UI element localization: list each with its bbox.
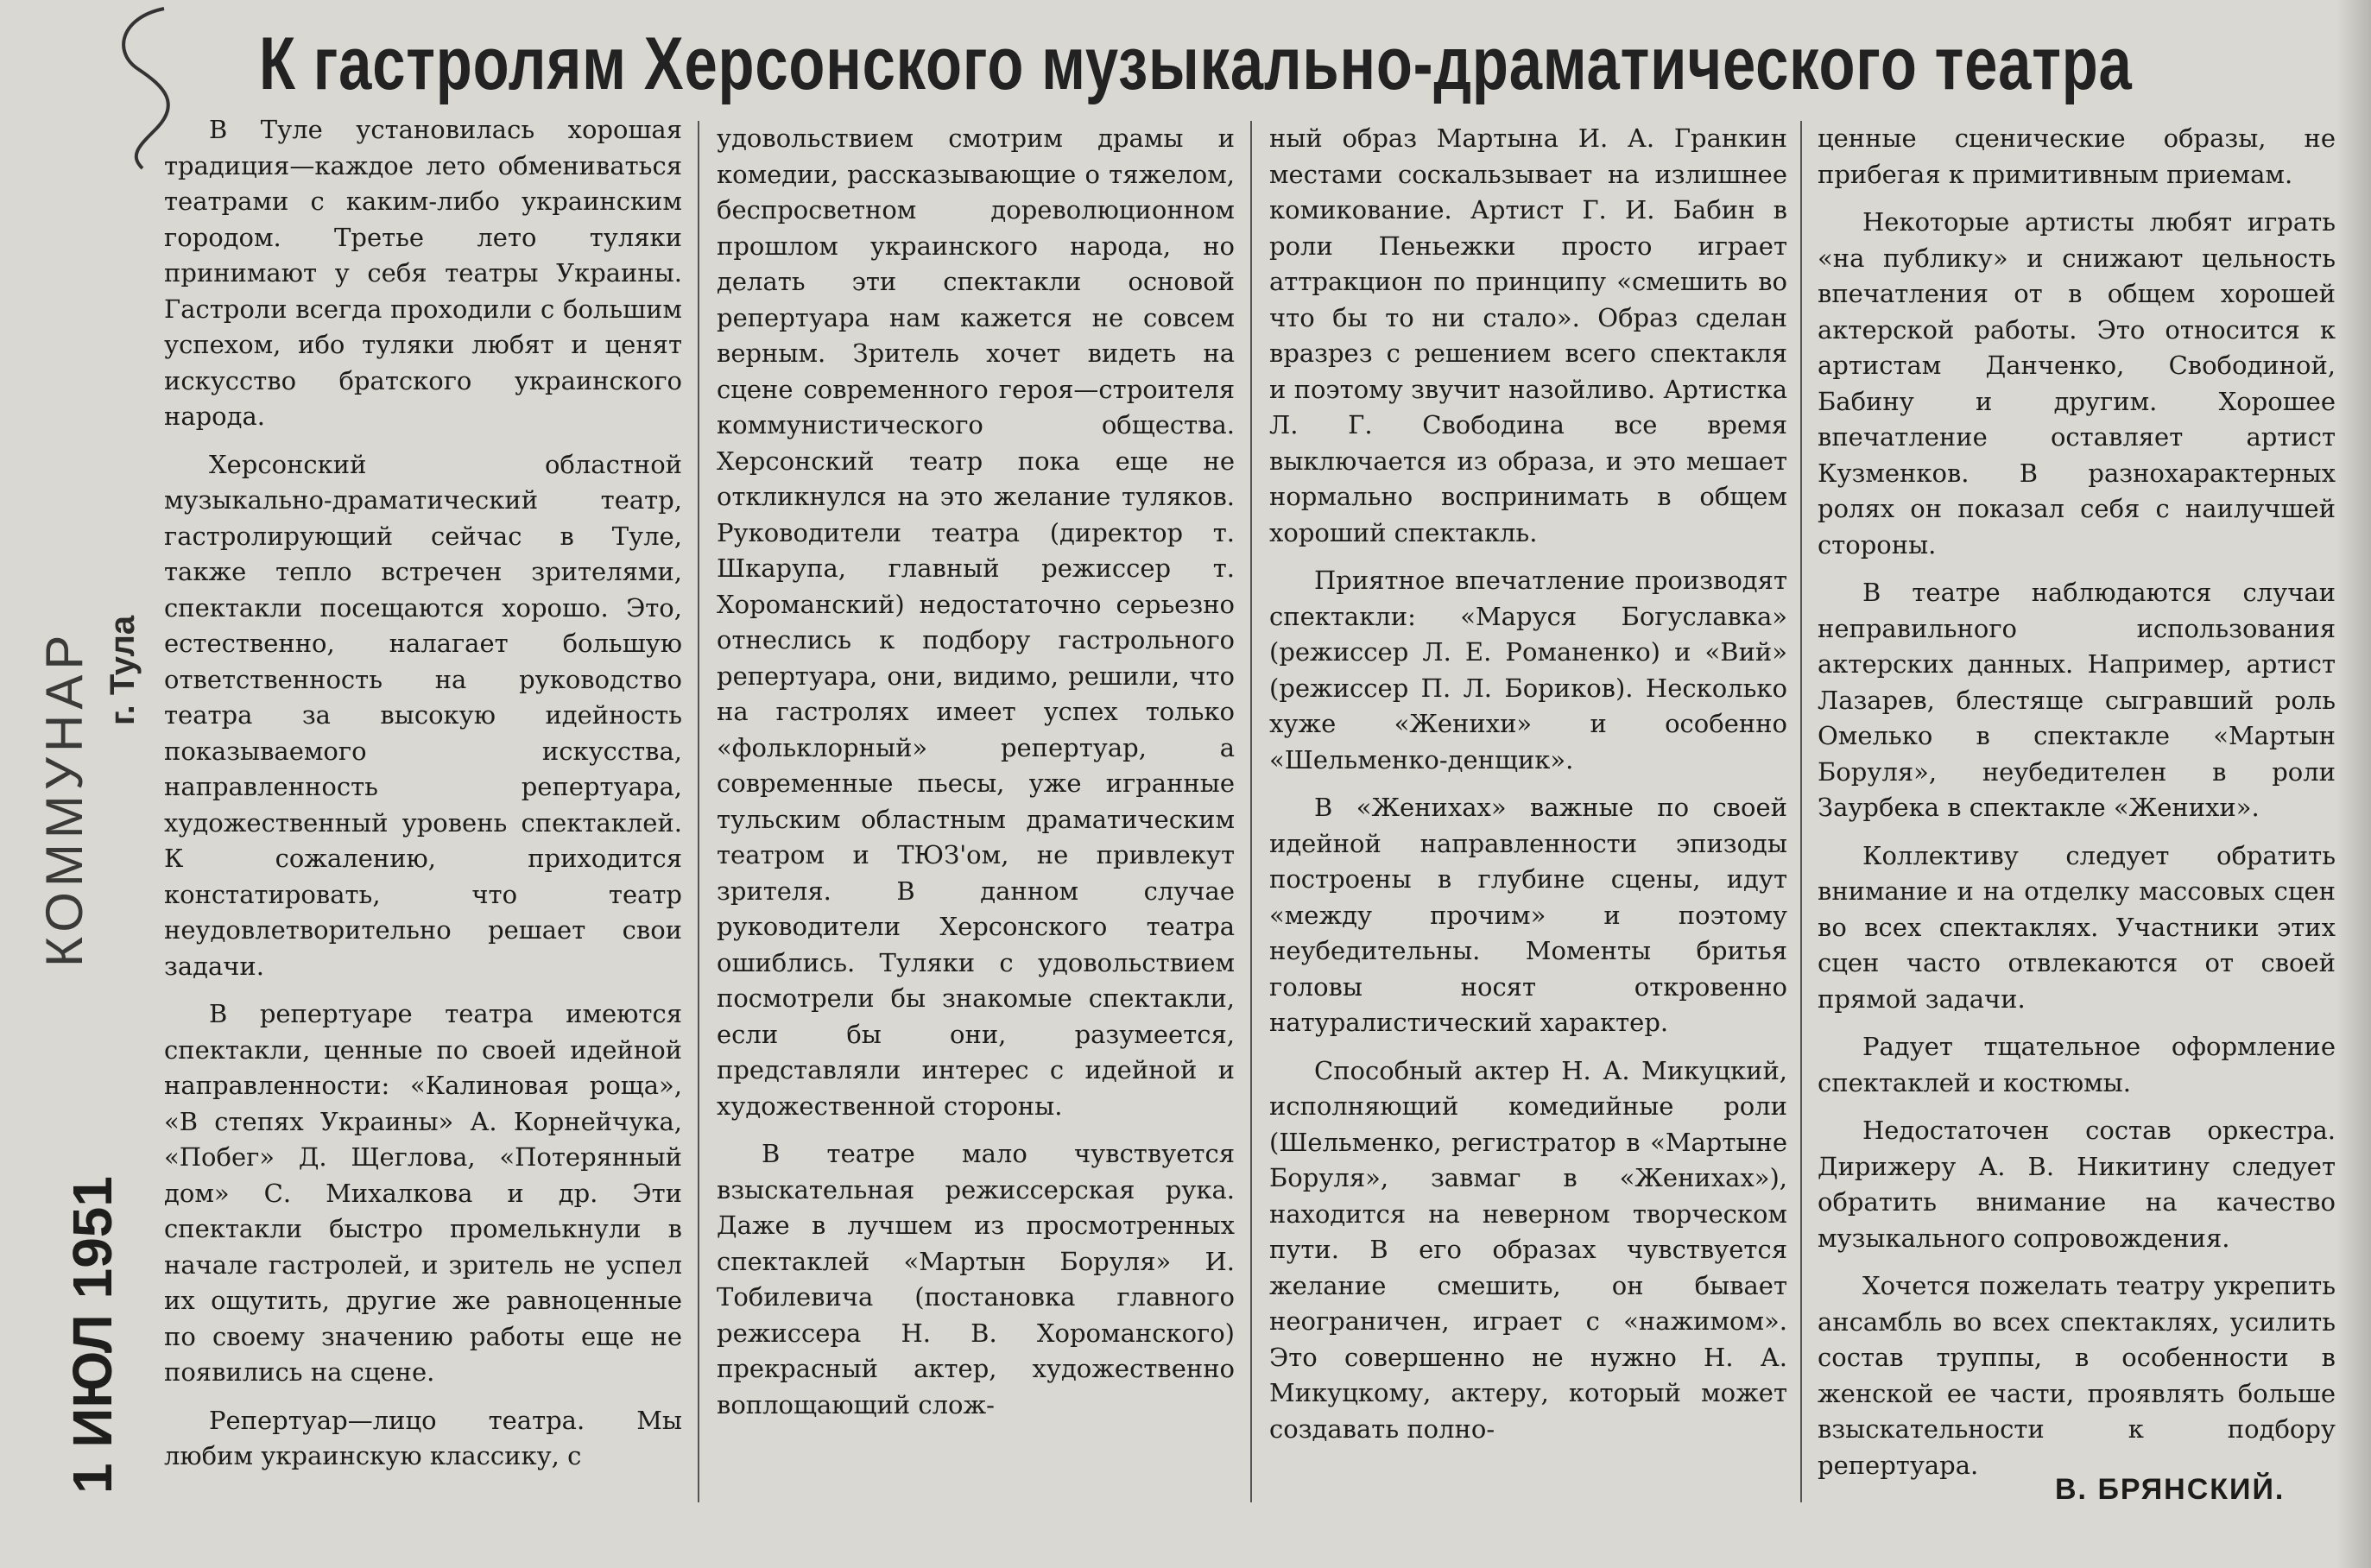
stamp-date: 1 ИЮЛ 1951 xyxy=(61,1176,123,1494)
paragraph: Некоторые артисты любят играть «на публику» и снижают цельность впечатления от в общем хорошей актерской работы. Это относится к артистам Данченко, Свободиной, Бабину и другим. Хорошее впечатление оставляет артист Кузменков. В разнохарактерных ролях он показал себя с наилучшей стороны. xyxy=(1818,207,2336,560)
article-column-3 xyxy=(1269,121,1787,1563)
paragraph: Способный актер Н. А. Микуцкий, исполняющий комедийные роли (Шельменко, регистратор в «Мартыне Боруля», завмаг в «Женихах»), находится на неверном творческом пути. В его образах чувствуется желание смешить, он бывает неограничен, играет с «нажимом». Это совершенно не нужно Н. А. Микуцкому, актеру, который может создавать полно- xyxy=(1269,1055,1787,1444)
paragraph: В Туле установилась хорошая традиция—каждое лето обмениваться театрами с каким-либо украинским городом. Третье лето туляки принимают у себя театры Украины. Гастроли всегда проходили с большим успехом, ибо туляки любят и ценят искусство братского украинского народа. xyxy=(164,115,682,431)
paragraph: В «Женихах» важные по своей идейной направленности эпизоды построены в глубине сцены, идут «между прочим» и поэтому неубедительны. Моменты бритья головы носят откровенно натуралистический характер. xyxy=(1269,793,1787,1037)
paragraph: Хочется пожелать театру укрепить ансамбль во всех спектаклях, усилить состав труппы, в особенности в женской ее части, проявлять больше взыскательности к подбору репертуара. xyxy=(1818,1271,2336,1480)
article-column-2 xyxy=(717,121,1235,1563)
column-divider xyxy=(1250,121,1252,1502)
page-edge xyxy=(2336,0,2371,1568)
article-headline: К гастролям Херсонского музыкально-драматического театра xyxy=(259,22,2133,105)
paragraph: ный образ Мартына И. А. Гранкин местами соскальзывает на излишнее комикование. Артист Г. И. Бабин в роли Пеньежки просто играет аттракцион по принципу «смешить во что бы то ни стало». Образ сделан вразрез с решением всего спектакля и поэтому звучит назойливо. Артистка Л. Г. Свободина все время выключается из образа, и это мешает нормально воспринимать в общем хороший спектакль. xyxy=(1269,123,1787,547)
paragraph: В театре наблюдаются случаи неправильного использования актерских данных. Например, артист Лазарев, блестяще сыгравший роль Омелько в спектакле «Мартын Боруля», неубедителен в роли Заурбека в спектакле «Женихи». xyxy=(1818,578,2336,822)
column-divider xyxy=(1800,121,1802,1502)
paragraph: Приятное впечатление производят спектакли: «Маруся Богуславка» (режиссер Л. Е. Романенко) и «Вий» (режиссер П. Л. Бориков). Несколько хуже «Женихи» и особенно «Шельменко-денщик». xyxy=(1269,566,1787,775)
stamp-city: г. Тула xyxy=(104,615,142,725)
article-column-1 xyxy=(164,112,682,1554)
paragraph: удовольствием смотрим драмы и комедии, рассказывающие о тяжелом, беспросветном дореволюционном прошлом украинского народа, но делать эти спектакли основой репертуара нам кажется не совсем верным. Зритель хочет видеть на сцене современного героя—строителя коммунистического общества. Херсонский театр пока еще не откликнулся на это желание туляков. Руководители театра (директор т. Шкарупа, главный режиссер т. Хороманский) недостаточно серьезно отнеслись к подбору гастрольного репертуара, они, видимо, решили, что на гастролях имеет успех только «фольклорный» репертуар, а современные пьесы, уже игранные тульским областным драматическим театром и ТЮЗ'ом, не привлекут зрителя. В данном случае руководители Херсонского театра ошиблись. Туляки с удовольствием посмотрели бы знакомые спектакли, если бы они, разумеется, представляли интерес с идейной и художественной стороны. xyxy=(717,123,1235,1121)
paragraph: Репертуар—лицо театра. Мы любим украинскую классику, с xyxy=(164,1405,682,1470)
paragraph: Недостаточен состав оркестра. Дирижеру А. В. Никитину следует обратить внимание на качество музыкального сопровождения. xyxy=(1818,1116,2336,1253)
author-signature: В. БРЯНСКИЙ. xyxy=(2055,1473,2286,1506)
paragraph: В репертуаре театра имеются спектакли, ценные по своей идейной направленности: «Калиновая роща», «В степях Украины» А. Корнейчука, «Побег» Д. Щеглова, «Потерянный дом» С. Михалкова и др. Эти спектакли быстро промелькнули в начале гастролей, и зритель не успел их ощутить, другие же равноценные по своему значению работы еще не появились на сцене. xyxy=(164,999,682,1387)
paragraph: ценные сценические образы, не прибегая к примитивным приемам. xyxy=(1818,123,2336,189)
column-divider xyxy=(698,121,699,1502)
paragraph: Коллективу следует обратить внимание и на отделку массовых сцен во всех спектаклях. Участники этих сцен часто отвлекаются от своей прямой задачи. xyxy=(1818,840,2336,1014)
stamp-newspaper-name: КОММУНАР xyxy=(35,629,93,967)
paragraph: В театре мало чувствуется взыскательная режиссерская рука. Даже в лучшем из просмотренных спектаклей «Мартын Боруля» И. Тобилевича (постановка главного режиссера Н. В. Хороманского) прекрасный актер, художественно воплощающий слож- xyxy=(717,1139,1235,1419)
paragraph: Радует тщательное оформление спектаклей и костюмы. xyxy=(1818,1032,2336,1097)
paragraph: Херсонский областной музыкально-драматический театр, гастролирующий сейчас в Туле, также тепло встречен зрителями, спектакли посещаются хорошо. Это, естественно, налагает большую ответственность на руководство театра за высокую идейность показываемого искусства, направленность репертуара, художественный уровень спектаклей. К сожалению, приходится констатировать, что театр неудовлетворительно решает свои задачи. xyxy=(164,449,682,981)
article-column-4 xyxy=(1818,121,2336,1563)
